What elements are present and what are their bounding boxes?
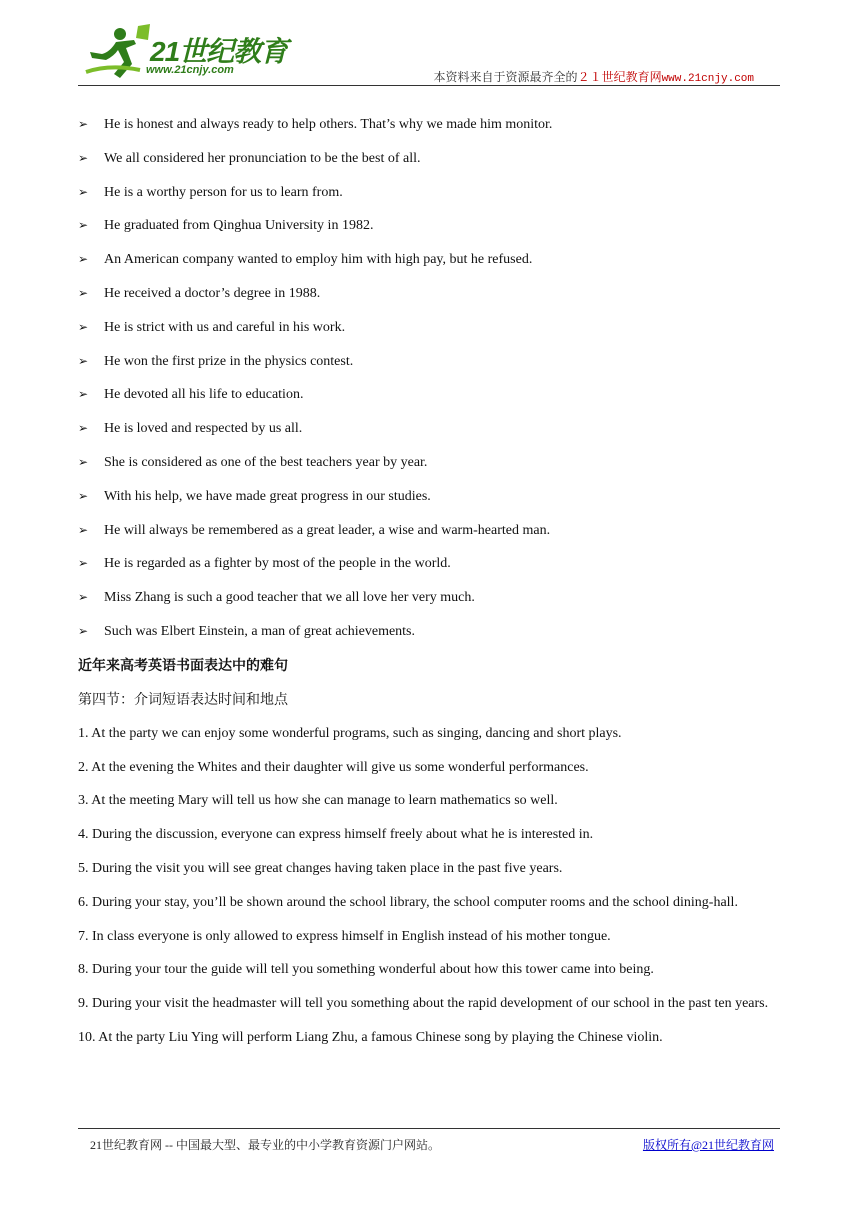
bullet-item: ➢ He is loved and respected by us all. (78, 412, 782, 446)
footer-divider (78, 1128, 780, 1129)
list-item: 2. At the evening the Whites and their daughter will give us some wonderful performances. (78, 759, 589, 775)
bullet-item: ➢ An American company wanted to employ him with high pay, but he refused. (78, 243, 782, 277)
logo-text: 21世纪教育 (150, 36, 288, 67)
bullet-item: ➢ Miss Zhang is such a good teacher that we all love her very much. (78, 581, 782, 615)
bullet-item: ➢ He is a worthy person for us to learn from. (78, 176, 782, 210)
header-divider (78, 85, 780, 86)
bullet-item: ➢ She is considered as one of the best teachers year by year. (78, 446, 782, 480)
arrow-bullet-icon: ➢ (78, 623, 89, 638)
arrow-bullet-icon: ➢ (78, 252, 89, 267)
list-item: 9. During your visit the headmaster will tell you something about the rapid development of our school in the past ten years. (78, 996, 769, 1012)
page-footer (78, 1124, 780, 1164)
list-item: 3. At the meeting Mary will tell us how she can manage to learn mathematics so well. (78, 793, 558, 809)
arrow-bullet-icon: ➢ (78, 454, 89, 469)
arrow-bullet-icon: ➢ (78, 353, 89, 368)
bullet-item: ➢ He is regarded as a fighter by most of the people in the world. (78, 547, 782, 581)
bullet-item: ➢ Such was Elbert Einstein, a man of great achievements. (78, 615, 782, 649)
arrow-bullet-icon: ➢ (78, 488, 89, 503)
list-item: 6. During your stay, you’ll be shown around the school library, the school computer rooms and the school dining-hall. (78, 894, 738, 910)
arrow-bullet-icon: ➢ (78, 522, 89, 537)
list-item: 5. During the visit you will see great changes having taken place in the past five years. (78, 860, 563, 876)
arrow-bullet-icon: ➢ (78, 556, 89, 571)
arrow-bullet-icon: ➢ (78, 387, 89, 402)
bullet-list (78, 108, 782, 649)
tagline-prefix: 本资料来自于资源最齐全的 (433, 70, 578, 84)
page-header (78, 22, 780, 86)
tagline-site[interactable]: ２１世纪教育网 (577, 70, 662, 84)
bullet-item: ➢ He graduated from Qinghua University in 1982. (78, 209, 782, 243)
bullet-item: ➢ He is strict with us and careful in his work. (78, 311, 782, 345)
list-item: 7. In class everyone is only allowed to express himself in English instead of his mother tongue. (78, 928, 611, 944)
arrow-bullet-icon: ➢ (78, 590, 89, 605)
arrow-bullet-icon: ➢ (78, 285, 89, 300)
footer-text: 21世纪教育网 -- 中国最大型、最专业的中小学教育资源门户网站。 (90, 1138, 440, 1152)
arrow-bullet-icon: ➢ (78, 184, 89, 199)
bullet-item: ➢ He won the first prize in the physics contest. (78, 345, 782, 379)
arrow-bullet-icon: ➢ (78, 421, 89, 436)
list-item: 8. During your tour the guide will tell you something wonderful about how this tower came into being. (78, 962, 654, 978)
header-tagline (434, 68, 754, 85)
bullet-item: ➢ With his help, we have made great progress in our studies. (78, 480, 782, 514)
bullet-item: ➢ He devoted all his life to education. (78, 378, 782, 412)
arrow-bullet-icon: ➢ (78, 218, 89, 233)
list-item: 1. At the party we can enjoy some wonderful programs, such as singing, dancing and short plays. (78, 725, 622, 741)
copyright-link[interactable]: 版权所有@21世纪教育网 (642, 1138, 774, 1152)
arrow-bullet-icon: ➢ (78, 117, 89, 131)
list-item: 10. At the party Liu Ying will perform Liang Zhu, a famous Chinese song by playing the Chinese violin. (78, 1029, 663, 1045)
tagline-url[interactable]: www.21cnjy.com (661, 73, 754, 85)
bullet-item: ➢ He received a doctor’s degree in 1988. (78, 277, 782, 311)
arrow-bullet-icon: ➢ (78, 319, 89, 334)
arrow-bullet-icon: ➢ (78, 150, 89, 165)
bullet-item: ➢ He is honest and always ready to help others. That’s why we made him monitor. (78, 108, 782, 142)
bullet-item: ➢ He will always be remembered as a great leader, a wise and warm-hearted man. (78, 514, 782, 548)
site-logo (80, 22, 290, 84)
subsection-title: 第四节：介词短语表达时间和地点 (78, 691, 288, 708)
logo-url: www.21cnjy.com (146, 64, 234, 76)
bullet-item: ➢ We all considered her pronunciation to be the best of all. (78, 142, 782, 176)
section-heading: 近年来高考英语书面表达中的难句 (78, 657, 288, 674)
document-body (78, 108, 782, 1055)
list-item: 4. During the discussion, everyone can express himself freely about what he is interested in. (78, 827, 594, 843)
